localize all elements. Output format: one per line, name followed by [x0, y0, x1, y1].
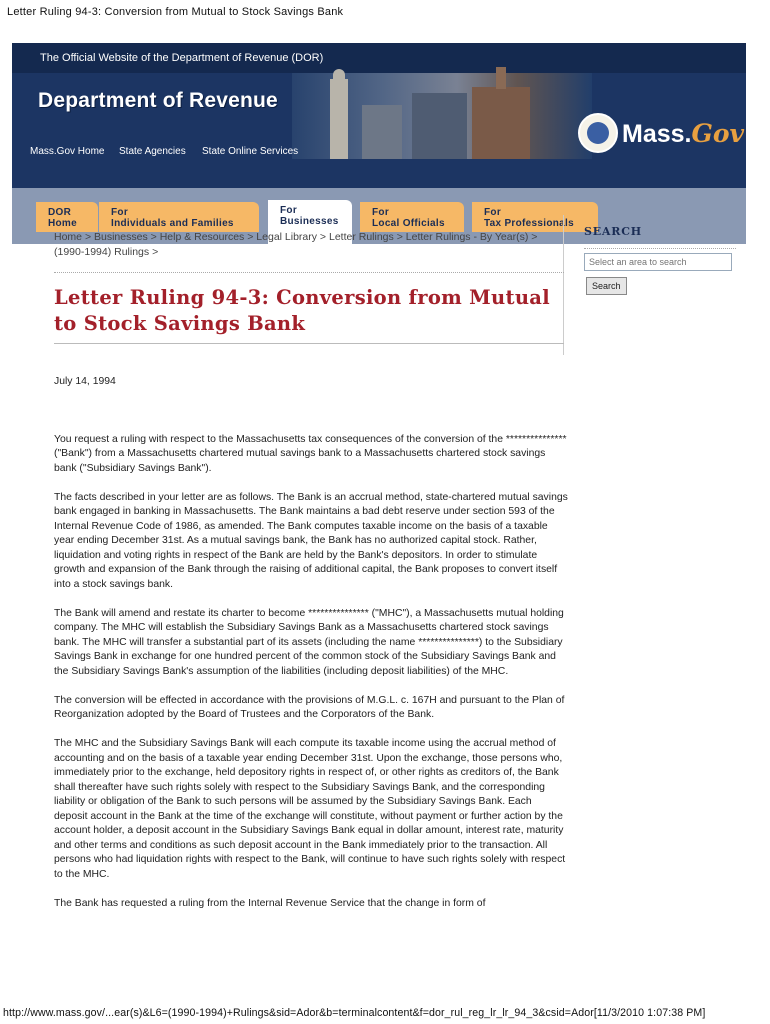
custom-house-tower-image: [330, 79, 348, 159]
building-image: [412, 93, 467, 159]
breadcrumb-businesses[interactable]: Businesses: [94, 231, 148, 243]
tab-individuals-and-families[interactable]: For Individuals and Families: [99, 202, 259, 232]
ruling-body: [54, 375, 568, 926]
paragraph: You request a ruling with respect to the Massachusetts tax consequences of the conversion of the *************** ("Bank") from a Massachusetts chartered mutual savings bank to a Massachusetts chartered stock savings bank ("Subsidiary Savings Bank").: [54, 433, 567, 474]
divider: [54, 343, 564, 344]
mass-gov-home-link[interactable]: Mass.Gov Home: [30, 146, 105, 157]
massachusetts-seal-icon: [578, 113, 618, 153]
breadcrumb-letter-rulings-by-year[interactable]: Letter Rulings - By Year(s): [405, 231, 529, 243]
tab-tax-professionals[interactable]: For Tax Professionals: [472, 202, 598, 232]
search-button[interactable]: Search: [586, 277, 627, 295]
breadcrumb: Home > Businesses > Help & Resources > Legal Library > Letter Rulings > Letter Rulings - By Year(s) > (1990-1994) Rulings >: [54, 231, 538, 258]
paragraph: The Bank has requested a ruling from the Internal Revenue Service that the change in form of: [54, 897, 486, 909]
tab-businesses[interactable]: For Businesses: [268, 200, 352, 244]
breadcrumb-home[interactable]: Home: [54, 231, 83, 243]
divider: [584, 248, 736, 249]
paragraph: The MHC and the Subsidiary Savings Bank will each compute its taxable income using the accrual method of accounting and on the basis of a taxable year ending December 31st. Upon the exchange, those persons who, immediately prior to the exchange, held depository rights in respect of, or other rights as creditors of, the Bank shall thereafter have such rights solely with respect to the Subsidiary Savings Bank, and the corresponding liability or obligation of the Bank to such persons will be assumed by the Subsidiary Savings Bank. Each deposit account in the Bank at the time of the exchange will constitute, without payment or further action by the account holder, a deposit account in the Subsidiary Savings Bank equal in dollar amount, interest rate, maturity and other terms and conditions as such deposit account in the Bank immediately prior to the transaction. All persons who had liquidation rights with respect to the Bank, will continue to have such rights solely with respect to the MHC.: [54, 738, 566, 880]
site-header-banner: [12, 43, 746, 159]
top-links-bar: [12, 146, 746, 188]
search-area-select[interactable]: [584, 253, 732, 271]
site-tagline: The Official Website of the Department of Revenue (DOR): [40, 52, 324, 64]
paragraph: The facts described in your letter are as follows. The Bank is an accrual method, state-chartered mutual savings bank engaged in banking in Massachusetts. The Bank maintains a bad debt reserve under section 593 of the Internal Revenue Code of 1986, as amended. The Bank computes taxable income on the basis of a taxable year ending December 31st. As a mutual savings bank, the Bank has no authorized capital stock. Rather, liquidation and voting rights in respect of the Bank are held by the Bank's depositors. In order to stimulate growth and expansion of the Bank through the raising of additional capital, the Bank proposes to convert itself into a stock savings bank.: [54, 491, 568, 590]
page-title: Letter Ruling 94-3: Conversion from Mutual to Stock Savings Bank: [54, 286, 550, 335]
divider: [54, 272, 564, 273]
mass-gov-logo[interactable]: Mass.Gov: [622, 119, 745, 148]
column-divider: [563, 215, 564, 355]
search-sidebar: [584, 225, 736, 295]
department-logo-text[interactable]: Department of Revenue: [38, 89, 278, 112]
web-page: [12, 43, 746, 979]
print-page-title: Letter Ruling 94-3: Conversion from Mutual to Stock Savings Bank: [7, 6, 344, 18]
breadcrumb-1990-1994-rulings[interactable]: (1990-1994) Rulings: [54, 246, 150, 258]
building-image: [362, 105, 402, 159]
print-url-footer: http://www.mass.gov/...ear(s)&L6=(1990-1994)+Rulings&sid=Ador&b=terminalcontent&f=dor_rul_reg_lr_lr_94_3&csid=Ador[11/3/2010 1:07:38 PM]: [3, 1007, 706, 1019]
state-agencies-link[interactable]: State Agencies: [119, 146, 186, 157]
tab-dor-home[interactable]: DOR Home: [36, 202, 98, 232]
breadcrumb-help-resources[interactable]: Help & Resources: [159, 231, 245, 243]
paragraph: The conversion will be effected in accordance with the provisions of M.G.L. c. 167H and pursuant to the Plan of Reorganization adopted by the Board of Trustees and the Corporators of the Bank.: [54, 694, 565, 720]
state-online-services-link[interactable]: State Online Services: [202, 146, 299, 157]
search-heading: SEARCH: [584, 225, 642, 238]
old-state-house-image: [472, 87, 530, 159]
ruling-date: July 14, 1994: [54, 376, 116, 387]
breadcrumb-legal-library[interactable]: Legal Library: [256, 231, 317, 243]
paragraph: The Bank will amend and restate its charter to become *************** ("MHC"), a Massachusetts mutual holding company. The MHC will establish the Subsidiary Savings Bank as a Massachusetts chartered stock savings bank. The MHC will transfer a substantial part of its assets (including the name ***************) to the Subsidiary Savings Bank in exchange for one hundred percent of the common stock of the Subsidiary Savings Bank and the Subsidiary Savings Bank's assumption of the liabilities (including deposit liabilities) of the MHC.: [54, 607, 564, 677]
breadcrumb-letter-rulings[interactable]: Letter Rulings: [328, 231, 394, 243]
tab-local-officials[interactable]: For Local Officials: [360, 202, 464, 232]
